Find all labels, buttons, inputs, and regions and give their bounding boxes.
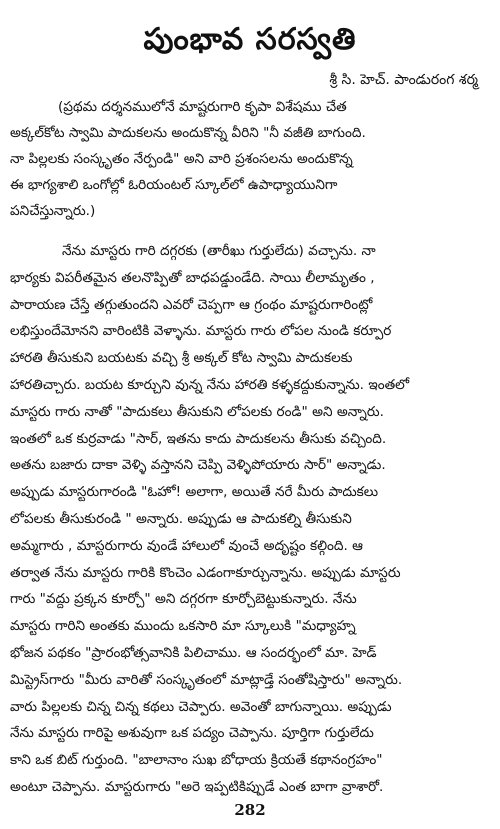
intro-line: ఈ భాగ్యశాలి ఒంగోల్లో ఓరియంటల్ స్కూల్‌లో ఉపాధ్యాయునిగా xyxy=(10,177,338,193)
body-line: హారతి తీసుకుని బయటకు వచ్చి శ్రీ అక్కల్ కోట స్వామి పాదుకలకు xyxy=(10,350,353,367)
body-line: ఇంతలో ఒక కుర్రవాడు "సార్, ఇతను కాదు పాదుకలను తీసుకు వచ్చింది. xyxy=(10,430,387,447)
body-line: గారు "వద్దు ప్రక్కన కూర్చో" అని దగ్గరగా కూర్చోబెట్టుకున్నారు. నేను xyxy=(10,591,357,608)
body-paragraph xyxy=(10,238,488,801)
intro-line: పనిచేస్తున్నారు.) xyxy=(10,203,96,219)
body-line: నేను మాస్టరు గారిపై అశువుగా ఒక పద్యం చెప్పాను. పూర్తిగా గుర్తులేదు xyxy=(10,725,374,742)
body-line: అతను బజారు దాకా వెళ్ళి వస్తానని చెప్పి వెళ్ళిపోయారు సార్" అన్నాడు. xyxy=(10,457,386,474)
intro-line: అక్కల్‌కోట స్వామి పాదుకలను అందుకొన్న వీరిని "నీ వజీతి బాగుంది. xyxy=(10,125,366,141)
author-name: శ్రీ సి. హెచ్. పాండురంగ శర్మ xyxy=(329,72,478,88)
body-line: మిస్ట్రెస్‌గారు "మీరు వారితో సంస్కృతంలో మాట్లాడ్తే సంతోషిస్తారు" అన్నారు. xyxy=(10,671,403,688)
body-line: మాస్టరు గారు నాతో "పాదుకలు తీసుకుని లోపలకు రండి" అని అన్నారు. xyxy=(10,403,384,420)
article-title: పుంభావ సరస్వతి xyxy=(143,22,357,57)
body-line: అమ్మగారు , మాస్టరుగారు వుండే హాలులో వుంచే అదృష్టం కల్గింది. ఆ xyxy=(10,537,363,554)
body-line: పారాయణ చేస్తే తగ్గుతుందని ఎవరో చెప్పగా ఆ గ్రంథం మాష్టరుగారింట్లో xyxy=(10,296,373,313)
body-line: వారు పిల్లలకు చిన్న చిన్న కథలు చెప్పారు. అవెంతో బాగున్నాయి. అప్పుడు xyxy=(10,698,392,715)
body-line: నేను మాస్టరు గారి దగ్గరకు (తారీఖు గుర్తులేదు) వచ్చాను. నా xyxy=(62,243,376,259)
intro-paragraph xyxy=(10,94,488,224)
body-line: కాని ఒక బిట్ గుర్తుంది. "బాలానాం సుఖ బోధాయ క్రియతే కథానంగ్రహం" xyxy=(10,752,383,769)
page-number: 282 xyxy=(234,801,266,819)
body-line: లభిస్తుందేమోనని వారింటికి వెళ్ళాను. మాస్టరు గారు లోపల నుండి కర్పూర xyxy=(10,323,392,340)
body-line: మాస్టరు గారిని అంతకు ముందు ఒకసారి మా స్కూలుకి "మధ్యాహ్న xyxy=(10,618,356,635)
body-line: భోజన పథకం "ప్రారంభోత్సవానికి పిలిచాము. ఆ సందర్భంలో మా. హెడ్ xyxy=(10,644,377,661)
body-line: భార్యకు విపరీతమైన తలనొప్పితో బాధపడ్డుండేది. సాయి లీలామృతం , xyxy=(10,269,375,286)
body-line: తర్వాత నేను మాస్టరు గారికి కొంచెం ఎడంగాకూర్చున్నాను. అప్పుడు మాస్టరు xyxy=(10,564,401,581)
body-line: అంటూ చెప్పాను. మాస్టరుగారు "అరె ఇప్పటికిప్పుడే ఎంత బాగా వ్రాశారో. xyxy=(10,778,384,795)
body-line: లోపలకు తీసుకురండి " అన్నారు. అప్పుడు ఆ పాదుకల్ని తీసుకుని xyxy=(10,510,352,527)
intro-line: (ప్రథమ దర్శనములోనే మాష్టరుగారి కృపా విశేషము చేత xyxy=(58,99,347,115)
body-line: హారతిచ్చారు. బయట కూర్చుని వున్న నేను హారతి కళ్ళకద్దుకున్నాను. ఇంతలో xyxy=(10,376,410,393)
body-line: అప్పుడు మాస్టరుగారండి "ఓహో! అలాగా, అయితే నరే మీరు పాదుకలు xyxy=(10,484,379,501)
intro-line: నా పిల్లలకు సంస్కృతం నేర్పండి" అని వారి ప్రశంసలను అందుకొన్న xyxy=(10,151,353,167)
